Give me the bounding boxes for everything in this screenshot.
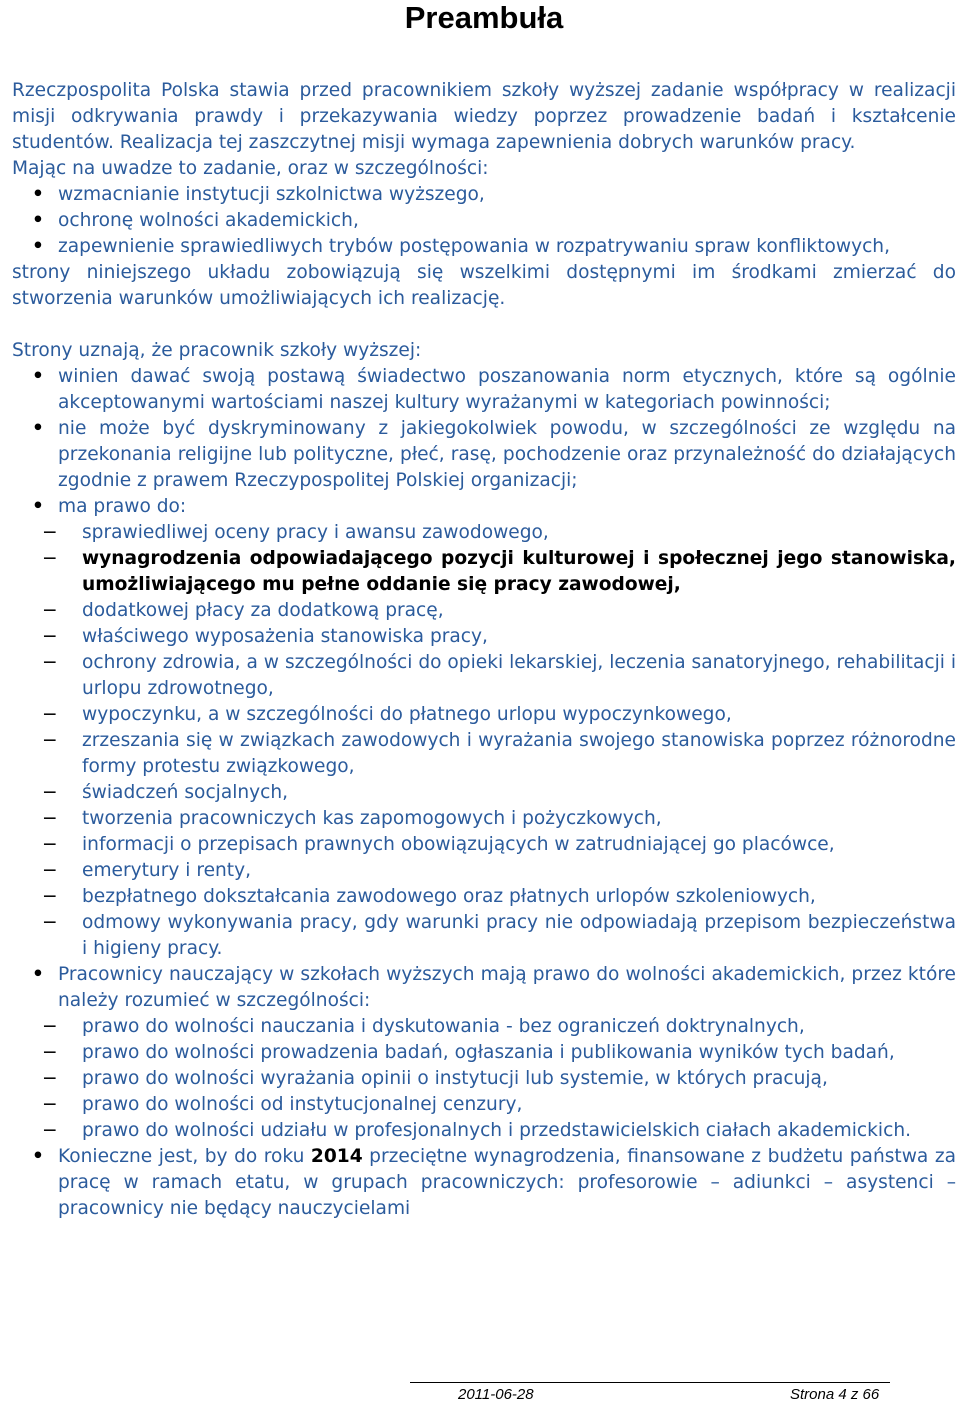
list-item-text-start: Konieczne jest, by do roku — [58, 1146, 305, 1167]
page-title: Preambuła — [404, 0, 564, 35]
salary-bullet-list — [12, 1144, 956, 1222]
dash-icon: − — [42, 860, 58, 881]
list-item-text: emerytury i renty, — [82, 860, 252, 881]
freedom-item — [12, 1092, 956, 1118]
rights-item — [12, 624, 956, 650]
dash-icon: − — [42, 808, 58, 829]
rights-item — [12, 858, 956, 884]
bullet-icon: • — [32, 1146, 44, 1167]
freedoms-list — [12, 1014, 956, 1144]
footer-date: 2011-06-28 — [458, 1386, 534, 1403]
list-item-text: nie może być dyskryminowany z jakiegokolwiek powodu, w szczególności ze względu na przekonania religijne lub polityczne, płeć, rasę, pochodzenie oraz przynależność do działających zgodnie z prawem Rzeczypospolitej Polskiej organizacji; — [58, 418, 956, 491]
list-item-text: zrzeszania się w związkach zawodowych i wyrażania swojego stanowiska poprzez różnorodne formy protestu związkowego, — [82, 730, 956, 777]
list-item-text: informacji o przepisach prawnych obowiązujących w zatrudniającej go placówce, — [82, 834, 835, 855]
dash-icon: − — [42, 626, 58, 647]
freedom-item — [12, 1040, 956, 1066]
dash-icon: − — [42, 522, 58, 543]
list-item-text-bold: wynagrodzenia odpowiadającego pozycji kulturowej i społecznej jego stanowiska, umożliwiającego mu pełne oddanie się pracy zawodowej, — [82, 548, 956, 595]
list-item-text: ochrony zdrowia, a w szczególności do opieki lekarskiej, leczenia sanatoryjnego, rehabilitacji i urlopu zdrowotnego, — [82, 652, 956, 699]
list-item-text: właściwego wyposażenia stanowiska pracy, — [82, 626, 488, 647]
academic-bullet-list — [12, 962, 956, 1014]
dash-icon: − — [42, 652, 58, 673]
list-item — [12, 208, 956, 234]
list-item-text: Pracownicy nauczający w szkołach wyższych mają prawo do wolności akademickich, przez które należy rozumieć w szczególności: — [58, 964, 956, 1011]
bullet-icon: • — [32, 418, 44, 439]
bullet-icon: • — [32, 366, 44, 387]
rights-item — [12, 702, 956, 728]
year-highlight: 2014 — [310, 1146, 363, 1167]
rights-item — [12, 832, 956, 858]
list-item-text: tworzenia pracowniczych kas zapomogowych i pożyczkowych, — [82, 808, 662, 829]
list-item-text: ochronę wolności akademickich, — [58, 210, 359, 231]
page-footer — [0, 1382, 960, 1403]
dash-icon: − — [42, 1094, 58, 1115]
dash-icon: − — [42, 1042, 58, 1063]
list-item — [12, 182, 956, 208]
list-item-text: ma prawo do: — [58, 496, 187, 517]
list-item — [12, 1144, 956, 1222]
list-item-text-end: przeciętne wynagrodzenia, finansowane z budżetu państwa za pracę w ramach etatu, w grupach pracowniczych: profesorowie – adiunkci – asystenci – pracownicy nie będący nauczycielami — [58, 1146, 956, 1219]
intro-conclusion: strony niniejszego układu zobowiązują się wszelkimi dostępnymi im środkami zmierzać do stworzenia warunków umożliwiających ich realizację. — [12, 262, 956, 309]
intro-paragraph: Rzeczpospolita Polska stawia przed pracownikiem szkoły wyższej zadanie współpracy w realizacji misji odkrywania prawdy i przekazywania wiedzy poprzez prowadzenie badań i kształcenie studentów. Realizacja tej zaszczytnej misji wymaga zapewnienia dobrych warunków pracy. — [12, 80, 956, 153]
list-item-text: sprawiedliwej oceny pracy i awansu zawodowego, — [82, 522, 549, 543]
dash-icon: − — [42, 704, 58, 725]
dash-icon: − — [42, 1068, 58, 1089]
dash-icon: − — [42, 886, 58, 907]
freedom-item — [12, 1066, 956, 1092]
rights-item — [12, 546, 956, 598]
list-item — [12, 962, 956, 1014]
intro-bullet-list — [12, 182, 956, 260]
dash-icon: − — [42, 600, 58, 621]
rights-item — [12, 910, 956, 962]
dash-icon: − — [42, 782, 58, 803]
rights-item — [12, 650, 956, 702]
main-bullet-list — [12, 364, 956, 520]
document-page — [12, 0, 956, 1222]
bullet-icon: • — [32, 210, 44, 231]
list-item-text: wypoczynku, a w szczególności do płatnego urlopu wypoczynkowego, — [82, 704, 732, 725]
list-item-text: prawo do wolności wyrażania opinii o instytucji lub systemie, w których pracują, — [82, 1068, 828, 1089]
list-item-text: odmowy wykonywania pracy, gdy warunki pracy nie odpowiadają przepisom bezpieczeństwa i higieny pracy. — [82, 912, 956, 959]
list-item-text: prawo do wolności udziału w profesjonalnych i przedstawicielskich ciałach akademickich. — [82, 1120, 912, 1141]
dash-icon: − — [42, 548, 58, 569]
dash-icon: − — [42, 912, 58, 933]
bullet-icon: • — [32, 964, 44, 985]
list-item-text: zapewnienie sprawiedliwych trybów postępowania w rozpatrywaniu spraw konfliktowych, — [58, 236, 890, 257]
dash-icon: − — [42, 730, 58, 751]
list-item-text: winien dawać swoją postawą świadectwo poszanowania norm etycznych, które są ogólnie akceptowanymi wartościami naszej kultury wyrażanymi w kategoriach powinności; — [58, 366, 956, 413]
bullet-icon: • — [32, 496, 44, 517]
freedom-item — [12, 1118, 956, 1144]
rights-item — [12, 520, 956, 546]
rights-item — [12, 728, 956, 780]
dash-icon: − — [42, 1120, 58, 1141]
list-item-text: prawo do wolności nauczania i dyskutowania - bez ograniczeń doktrynalnych, — [82, 1016, 805, 1037]
rights-item — [12, 598, 956, 624]
intro-lead: Mając na uwadze to zadanie, oraz w szczególności: — [12, 158, 489, 179]
dash-icon: − — [42, 834, 58, 855]
section-lead: Strony uznają, że pracownik szkoły wyższej: — [12, 340, 422, 361]
list-item — [12, 416, 956, 494]
rights-item — [12, 806, 956, 832]
list-item — [12, 494, 956, 520]
list-item-text: świadczeń socjalnych, — [82, 782, 289, 803]
list-item-text: wzmacnianie instytucji szkolnictwa wyższego, — [58, 184, 485, 205]
list-item — [12, 234, 956, 260]
bullet-icon: • — [32, 184, 44, 205]
footer-page-number: Strona 4 z 66 — [790, 1386, 880, 1403]
list-item-text: prawo do wolności prowadzenia badań, ogłaszania i publikowania wyników tych badań, — [82, 1042, 895, 1063]
list-item-text: prawo do wolności od instytucjonalnej cenzury, — [82, 1094, 523, 1115]
list-item-text: dodatkowej płacy za dodatkową pracę, — [82, 600, 444, 621]
list-item — [12, 364, 956, 416]
bullet-icon: • — [32, 236, 44, 257]
list-item-text: bezpłatnego dokształcania zawodowego oraz płatnych urlopów szkoleniowych, — [82, 886, 816, 907]
rights-item — [12, 884, 956, 910]
dash-icon: − — [42, 1016, 58, 1037]
rights-item — [12, 780, 956, 806]
freedom-item — [12, 1014, 956, 1040]
rights-list — [12, 520, 956, 962]
